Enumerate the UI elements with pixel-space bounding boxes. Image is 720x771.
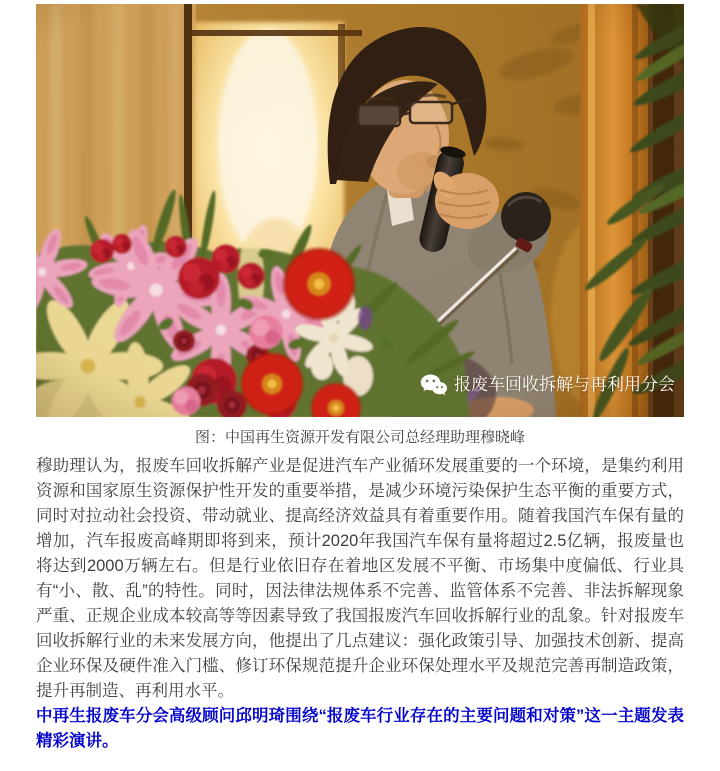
event-photo [36,4,684,417]
photo-watermark [420,372,675,398]
photo-figure [36,4,684,447]
article-content [36,0,684,754]
watermark-label: 报废车回收拆解与再利用分会 [454,375,675,394]
article-highlight: 中再生报废车分会高级顾问邱明琦围绕“报废车行业存在的主要问题和对策”这一主题发表精彩演讲。 [36,707,684,750]
photo-caption: 图：中国再生资源开发有限公司总经理助理穆晓峰 [194,429,525,446]
photo-illustration [36,4,684,417]
article-paragraph: 穆助理认为，报废车回收拆解产业是促进汽车产业循环发展重要的一个环境，是集约利用资源和国家原生资源保护性开发的重要举措，是减少环境污染保护生态平衡的重要方式，同时对拉动社会投资、带动就业、提高经济效益具有着重要作用。随着我国汽车保有量的增加，汽车报废高峰期即将到来，预计2020年我国汽车保有量将超过2.5亿辆，报废量也将达到2000万辆左右。但是行业依旧存在着地区发展不平衡、市场集中度偏低、行业具有“小、散、乱”的特性。同时，因法律法规体系不完善、监管体系不完善、非法拆解现象严重、正规企业成本较高等等因素导致了我国报废汽车回收拆解行业的乱象。针对报废车回收拆解行业的未来发展方向，他提出了几点建议：强化政策引导、加强技术创新、提高企业环保及硬件准入门槛、修订环保规范提升企业环保处理水平及规范完善再制造政策，提升再制造、再利用水平。 [36,457,684,700]
wechat-icon [420,373,447,397]
